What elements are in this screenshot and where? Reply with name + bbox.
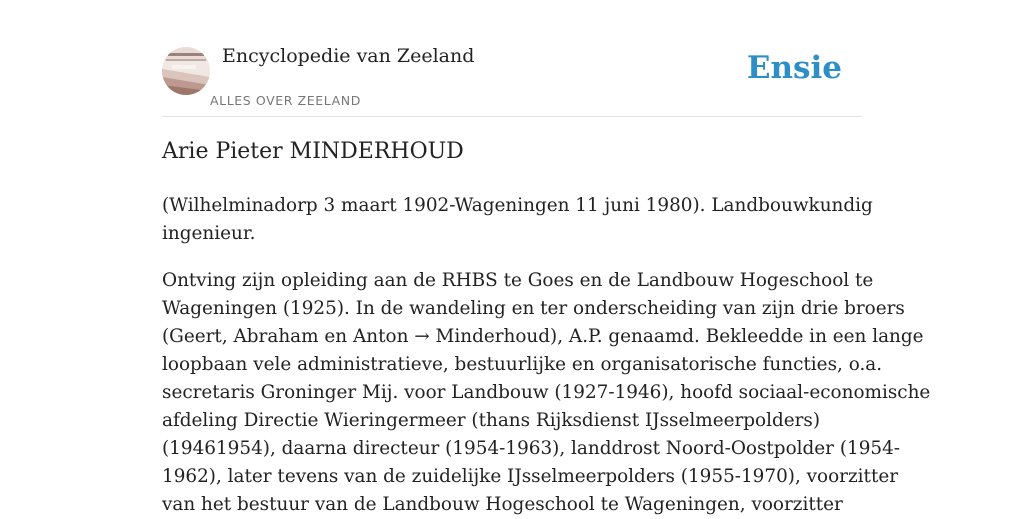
article-paragraph-intro bbox=[162, 192, 873, 248]
paragraph-line: (Geert, Abraham en Anton → Minderhoud), A.P. genaamd. Bekleedde in een lange bbox=[162, 326, 924, 347]
site-tagline: ALLES OVER ZEELAND bbox=[210, 93, 361, 108]
brand-logo-link[interactable]: Ensie bbox=[746, 50, 842, 86]
paragraph-line: van het bestuur van de Landbouw Hogeschool te Wageningen, voorzitter bbox=[162, 494, 843, 515]
article-paragraph-body bbox=[162, 267, 931, 519]
site-avatar[interactable] bbox=[162, 47, 210, 95]
paragraph-line: 1962), later tevens van de zuidelijke IJsselmeerpolders (1955-1970), voorzitter bbox=[162, 466, 899, 487]
page bbox=[162, 0, 931, 515]
avatar-image-icon bbox=[162, 47, 210, 95]
site-title[interactable]: Encyclopedie van Zeeland bbox=[222, 45, 475, 67]
site-header bbox=[162, 0, 862, 117]
paragraph-line: afdeling Directie Wieringermeer (thans Rijksdienst IJsselmeerpolders) bbox=[162, 410, 821, 431]
paragraph-line: (Wilhelminadorp 3 maart 1902-Wageningen 11 juni 1980). Landbouwkundig bbox=[162, 195, 873, 216]
paragraph-line: (19461954), daarna directeur (1954-1963), landdrost Noord-Oostpolder (1954- bbox=[162, 438, 901, 459]
paragraph-line: ingenieur. bbox=[162, 223, 256, 244]
paragraph-line: Wageningen (1925). In de wandeling en ter onderscheiding van zijn drie broers bbox=[162, 298, 905, 319]
article-title: Arie Pieter MINDERHOUD bbox=[162, 139, 464, 164]
paragraph-line: loopbaan vele administratieve, bestuurlijke en organisatorische functies, o.a. bbox=[162, 354, 883, 375]
paragraph-line: secretaris Groninger Mij. voor Landbouw (1927-1946), hoofd sociaal-economische bbox=[162, 382, 931, 403]
paragraph-line: Ontving zijn opleiding aan de RHBS te Goes en de Landbouw Hogeschool te bbox=[162, 270, 874, 291]
